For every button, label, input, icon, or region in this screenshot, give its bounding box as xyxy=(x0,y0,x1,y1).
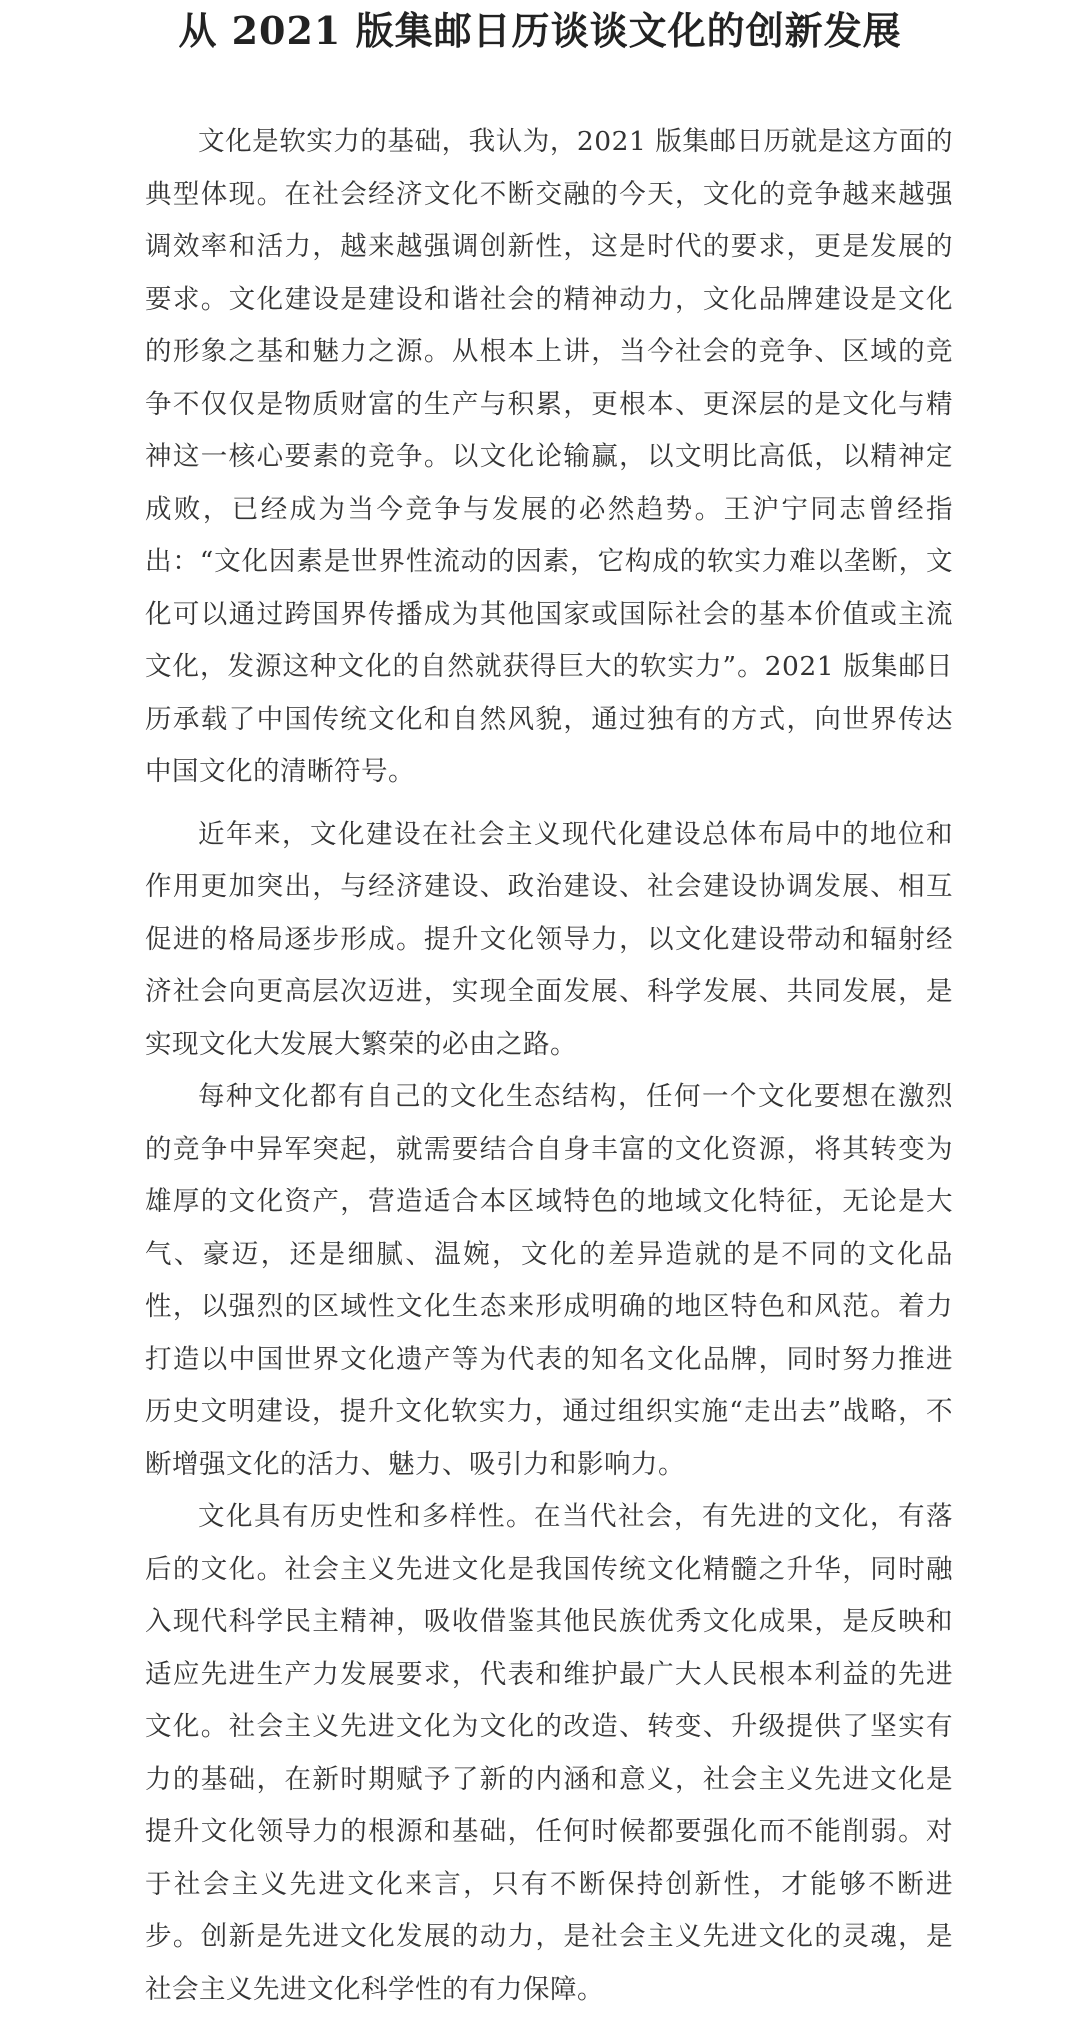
article-body xyxy=(145,116,953,2016)
paragraph: 文化是软实力的基础，我认为，2021 版集邮日历就是这方面的典型体现。在社会经济文化不断交融的今天，文化的竞争越来越强调效率和活力，越来越强调创新性，这是时代的要求，更是发展的要求。文化建设是建设和谐社会的精神动力，文化品牌建设是文化的形象之基和魅力之源。从根本上讲，当今社会的竞争、区域的竞争不仅仅是物质财富的生产与积累，更根本、更深层的是文化与精神这一核心要素的竞争。以文化论输赢，以文明比高低，以精神定成败，已经成为当今竞争与发展的必然趋势。王沪宁同志曾经指出：“文化因素是世界性流动的因素，它构成的软实力难以垄断，文化可以通过跨国界传播成为其他国家或国际社会的基本价值或主流文化，发源这种文化的自然就获得巨大的软实力”。2021 版集邮日历承载了中国传统文化和自然风貌，通过独有的方式，向世界传达中国文化的清晰符号。 xyxy=(145,126,953,787)
paragraph: 近年来，文化建设在社会主义现代化建设总体布局中的地位和作用更加突出，与经济建设、政治建设、社会建设协调发展、相互促进的格局逐步形成。提升文化领导力，以文化建设带动和辐射经济社会向更高层次迈进，实现全面发展、科学发展、共同发展，是实现文化大发展大繁荣的必由之路。 xyxy=(145,818,953,1060)
page-title: 从 2021 版集邮日历谈谈文化的创新发展 xyxy=(178,8,902,53)
paragraph: 每种文化都有自己的文化生态结构，任何一个文化要想在激烈的竞争中异军突起，就需要结合自身丰富的文化资源，将其转变为雄厚的文化资产，营造适合本区域特色的地域文化特征，无论是大气、豪迈，还是细腻、温婉，文化的差异造就的是不同的文化品性，以强烈的区域性文化生态来形成明确的地区特色和风范。着力打造以中国世界文化遗产等为代表的知名文化品牌，同时努力推进历史文明建设，提升文化软实力，通过组织实施“走出去”战略，不断增强文化的活力、魅力、吸引力和影响力。 xyxy=(145,1081,953,1480)
paragraph: 文化具有历史性和多样性。在当代社会，有先进的文化，有落后的文化。社会主义先进文化是我国传统文化精髓之升华，同时融入现代科学民主精神，吸收借鉴其他民族优秀文化成果，是反映和适应先进生产力发展要求，代表和维护最广大人民根本利益的先进文化。社会主义先进文化为文化的改造、转变、升级提供了坚实有力的基础，在新时期赋予了新的内涵和意义，社会主义先进文化是提升文化领导力的根源和基础，任何时候都要强化而不能削弱。对于社会主义先进文化来言，只有不断保持创新性，才能够不断进步。创新是先进文化发展的动力，是社会主义先进文化的灵魂，是社会主义先进文化科学性的有力保障。 xyxy=(145,1501,953,2005)
